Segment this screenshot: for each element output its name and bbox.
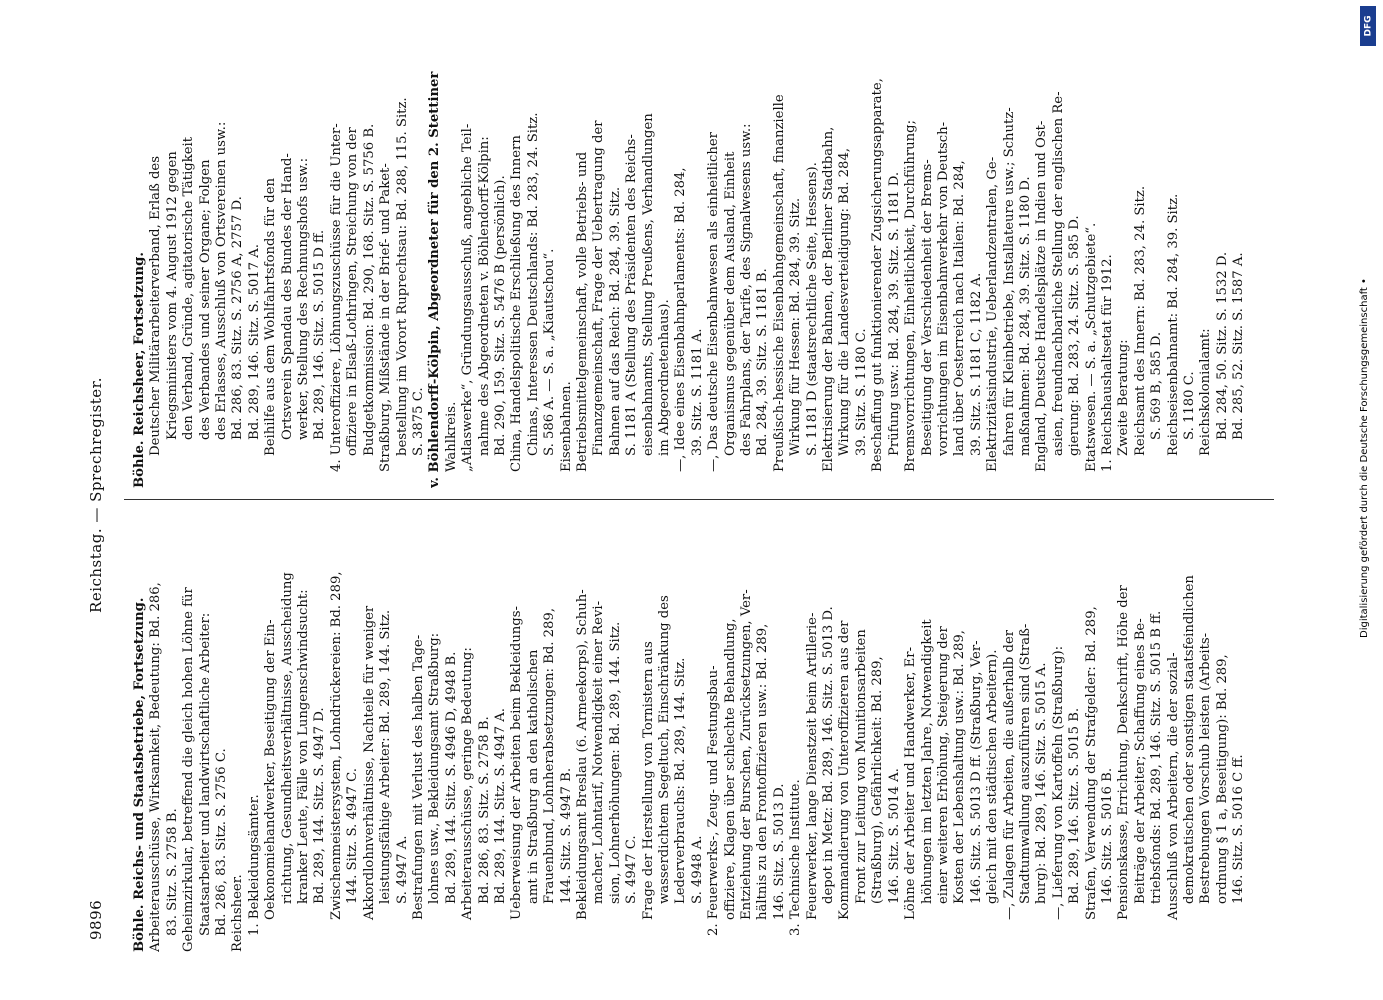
right-column [132,63,1292,488]
index-line: des Fahrplans, der Tarife, des Signalwesens usw.: [739,123,755,456]
index-line: Geheimzirkular, betreffend die gleich hohen Löhne für [181,587,197,952]
index-line: 39. Sitz. S. 1181 A. [689,328,705,456]
index-line: Staatsarbeiter und landwirtschaftliche Arbeiter: [197,612,213,936]
index-line: „Atlaswerke“, Gründungsausschuß, angebliche Teil- [460,123,476,472]
index-line: den Verband, Gründe, agitatorische Tätigkeit [181,136,197,440]
index-line: Beseitigung der Verschiedenheit der Brems- [919,159,935,456]
index-line: einer weiteren Erhöhung, Steigerung der [935,626,951,904]
index-line: im Abgeordnetenhaus). [657,299,672,456]
index-line: Arbeiterausschüsse, geringe Bedeutung: [460,647,476,920]
index-line: S. 3875 C. [410,387,426,456]
index-line: 146. Sitz. S. 5016 B. [1099,767,1115,904]
index-line: richtung, Gesundheitsverhältnisse, Ausscheidung [279,572,295,904]
index-line: Stadtumwallung auszuführen sind (Straß- [1017,623,1033,904]
index-line: Arbeiterausschüsse, Wirksamkeit, Bedeutung: Bd. 286, [148,582,164,952]
index-line: Strafen, Verwendung der Strafgelder: Bd. 289, [1083,606,1099,920]
index-line: Feuerwerker, lange Dienstzeit beim Artillerie- [804,612,820,920]
index-line: Bestrafungen mit Verlust des halben Tage- [410,634,426,920]
index-line: amt in Straßburg an den katholischen [525,649,541,904]
index-line: Bd. 286, 83. Sitz. S. 2758 B. [476,716,492,904]
index-line: S. 1181 A (Stellung des Präsidenten des Reichs- [624,134,640,456]
left-column [132,527,1292,952]
index-line: 2. Feuerwerks-, Zeug- und Festungsbau- [706,665,722,936]
index-line: lohnes usw., Bekleidungsamt Straßburg: [427,632,443,904]
index-line: Böhle. Reichs- und Staatsbetriebe, Fortsetzung. [132,597,147,952]
index-line: demokratischen oder sonstigen staatsfeindlichen [1182,575,1197,904]
index-line: burg): Bd. 289, 146. Sitz. S. 5015 A. [1034,662,1050,904]
index-line: S. 1180 C. [1182,371,1197,440]
index-line: Preußisch-hessische Eisenbahngemeinschaft, finanzielle [771,94,787,472]
index-line: Eisenbahnen. [558,381,574,472]
index-line: China, Handelspolitische Erschließung des Innern [509,135,525,472]
index-line: Bd. 289, 146. Sitz. S. 5015 B. [1067,707,1083,904]
index-line: Zwischenmeistersystem, Lohndrückereien: Bd. 289, [328,571,344,920]
index-line: Organismus gegenüber dem Ausland, Einheit [722,151,738,456]
index-line: Beihilfe aus dem Wohlfahrtsfonds für den [263,177,279,456]
index-line: nahme des Abgeordneten v. Böhlendorff-Kölpin: [476,136,492,456]
index-line: ordnung § 1 a, Beseitigung): Bd. 289, [1214,654,1230,904]
index-line: Bd. 285, 52. Sitz. S. 1587 A. [1231,252,1247,440]
index-line: Bd. 289, 146. Sitz. S. 5015 D ff. [312,229,328,440]
index-line: Ueberweisung der Arbeiten beim Bekleidungs- [509,606,525,920]
index-line: Bahnen auf das Reich: Bd. 284, 39. Sitz. [607,186,623,456]
column-divider [124,499,1274,500]
index-line: bestellung im Vorort Ruprechtsau: Bd. 288, 115. Sitz. [394,97,410,456]
index-line: Bestrebungen Vorschub leisten (Arbeits- [1198,632,1214,904]
index-line: Bd. 289, 144. Sitz. S. 4947 D. [312,707,328,904]
index-line: macher, Lohntarif, Notwendigkeit einer Revi- [591,600,607,904]
running-head: Reichstag. — Sprechregister. [87,377,105,613]
page-header [80,38,112,952]
index-line: Bd. 289, 144. Sitz. S. 4947 A. [492,708,508,904]
index-line: Deutscher Militärarbeiterverband, Erlaß des [148,156,164,456]
index-line: 1. Reichshaushaltsetat für 1912. [1099,254,1115,472]
index-line: Bd. 289, 144. Sitz. S. 4946 D, 4948 B. [443,651,459,904]
index-line: Elektrisierung der Bahnen, der Berliner Stadtbahn, [821,126,837,472]
index-line: des Verbandes und seiner Organe; Folgen [197,159,213,440]
index-line: Beiträge der Arbeiter; Schaffung eines Be- [1132,618,1148,904]
index-line: Reichsheer. [230,874,246,952]
index-line: wasserdichtem Segeltuch, Einschränkung des [657,595,672,904]
page-number: 9896 [87,899,105,940]
index-line: Straßburg, Mißstände in der Brief- und Paket- [378,163,394,472]
index-line: Löhne der Arbeiter und Handwerker, Er- [903,646,919,920]
index-line: S. 4947 C. [624,835,640,904]
index-line: Kriegsministers vom 4. August 1912 gegen [164,151,180,440]
index-line: offiziere in Elsaß-Lothringen, Streichung von der [345,127,361,456]
index-line: gleich mit den städtischen Arbeitern). [985,649,1001,904]
digitization-note-text: Digitalisierung gefördert durch die Deutsche Forschungsgemeinschaft • [1359,278,1370,638]
index-line: S. 4948 A. [689,835,705,904]
index-line: Ausschluß von Arbeitern, die der sozial- [1165,652,1181,920]
index-line: Prüfung usw.: Bd. 284, 39. Sitz. S. 1181 D. [886,171,902,456]
index-line: 3. Technische Institute. [788,779,804,936]
document-page [40,0,1340,1000]
index-line: 83. Sitz. S. 2758 B. [164,808,180,936]
digitization-note [1357,8,1377,992]
index-line: Pensionskasse, Errichtung, Denkschrift, Höhe der [1116,585,1132,920]
index-line: Betriebsmittelgemeinschaft, volle Betriebs- und [574,151,590,472]
index-line: 146. Sitz. S. 5013 D. [771,783,787,920]
index-line: hältnis zu den Frontoffizieren usw.: Bd. 289, [755,623,771,920]
index-line: Wirkung für die Landesverteidigung: Bd. 284, [837,147,853,456]
index-line: Bd. 289, 146. Sitz. S. 5017 A. [246,244,262,440]
index-line: vorrichtungen im Eisenbahnverkehr von Deutsch- [935,121,951,456]
index-line: 4. Unteroffiziere, Löhnungszuschüsse für die Unter- [328,123,344,472]
index-line: depot in Metz: Bd. 289, 146. Sitz. S. 5013 D. [821,606,837,904]
index-line: Reichskolonialamt: [1198,328,1214,456]
index-line: 1. Bekleidungsämter. [246,794,262,936]
index-line: fahren für Kleinbetriebe, Installateure usw.; Schutz- [1001,107,1017,456]
dfg-logo: DFG [1360,6,1376,46]
index-line: 146. Sitz. S. 5014 A. [886,768,902,904]
index-line: land über Oesterreich nach Italien: Bd. 284, [952,160,968,456]
index-line: —, Zulagen für Arbeiten, die außerhalb der [1001,629,1017,920]
index-line: 144. Sitz. S. 4947 C. [345,768,361,904]
index-line: —, Das deutsche Eisenbahnwesen als einheitlicher [706,132,722,472]
index-line: Elektrizitätsindustrie, Ueberlandzentralen, Ge- [985,156,1001,472]
index-line: Beschaffung gut funktionierender Zugsicherungsapparate, [870,78,886,472]
index-line: England, Deutsche Handelsplätze in Indien und Ost- [1034,120,1050,472]
index-line: Bd. 284, 39. Sitz. S. 1181 B. [755,268,771,456]
index-line: v. Böhlendorff-Kölpin, Abgeordneter für den 2. Stettiner [427,71,443,488]
index-line: S. 4947 A. [394,835,410,904]
index-line: S. 1181 D (staatsrechtliche Seite, Hessens). [804,162,820,456]
index-line: Finanzgemeinschaft, Frage der Uebertragung der [591,120,607,456]
index-line: höhungen im letzten Jahre, Notwendigkeit [919,619,935,904]
index-line: Wirkung für Hessen: Bd. 284, 39. Sitz. [788,197,804,456]
index-line: Bd. 286, 83. Sitz. S. 2756 C. [214,748,230,936]
index-line: Chinas, Interessen Deutschlands: Bd. 283, 24. Sitz. [525,112,541,456]
index-line: Bremsvorrichtungen, Einheitlichkeit, Durchführung; [903,119,919,472]
index-line: 39. Sitz. S. 1180 C. [853,328,869,456]
index-line: sion, Lohnerhöhungen: Bd. 289, 144. Sitz. [607,621,623,904]
index-line: 144. Sitz. S. 4947 B. [558,767,574,904]
index-line: Lederverbrauchs: Bd. 289, 144. Sitz. [673,657,689,904]
index-line: kranker Leute, Fälle von Lungenschwindsucht: [296,589,312,904]
index-line: Zweite Beratung: [1116,339,1132,456]
index-line: Oekonomiehandwerker, Beseitigung der Ein- [263,619,279,920]
index-line: gierung: Bd. 283, 24. Sitz. S. 585 D. [1067,215,1083,456]
index-line: S. 586 A. — S. a. „Kiautschou“. [542,248,558,456]
index-line: 146. Sitz. S. 5016 C ff. [1231,754,1247,904]
index-line: Böhle. Reichsheer, Fortsetzung. [132,252,147,488]
index-line: Bd. 284, 50. Sitz. S. 1532 D. [1214,251,1230,440]
index-line: —, Idee eines Eisenbahnparlaments: Bd. 284, [673,167,689,472]
index-line: S. 569 B, 585 D. [1149,331,1165,440]
index-line: Budgetkommission: Bd. 290, 168. Sitz. S. 5756 B. [361,123,377,456]
index-line: Bd. 286, 83. Sitz. S. 2756 A, 2757 D. [230,196,246,440]
index-line: Frauenbund, Lohnherabsetzungen: Bd. 289, [542,607,558,904]
index-line: offiziere, Klagen über schlechte Behandlung, [722,618,738,920]
index-line: Reichsamt des Innern: Bd. 283, 24. Sitz. [1132,185,1148,456]
index-line: leistungsfähige Arbeiter: Bd. 289, 144. Sitz. [378,609,394,904]
index-line: eisenbahnamts, Stellung Preußens, Verhandlungen [640,113,656,456]
index-line: Bekleidungsamt Breslau (6. Armeekorps), Schuh- [574,589,590,920]
index-line: —, Lieferung von Kartoffeln (Straßburg): [1050,645,1066,920]
index-line: 146. Sitz. S. 5013 D ff. (Straßburg, Ver- [968,640,984,904]
index-line: triebsfonds: Bd. 289, 146. Sitz. S. 5015 B ff. [1149,610,1165,904]
index-line: Wahlkreis. [443,401,459,472]
index-line: werker, Stellung des Rechnungshofs usw.: [296,157,312,440]
index-line: Ortsverein Spandau des Bundes der Hand- [279,153,295,440]
index-line: Akkordlohnverhältnisse, Nachteile für weniger [361,605,377,920]
index-line: Frage der Herstellung von Tornistern aus [640,641,656,920]
index-line: 39. Sitz. S. 1181 C, 1182 A. [968,272,984,456]
index-line: des Erlasses, Ausschluß von Ortsvereinen usw.: [214,121,230,440]
index-line: Etatswesen. — S. a. „Schutzgebiete“. [1083,222,1099,472]
index-line: Entziehung der Burschen, Zurücksetzungen, Ver- [739,589,755,920]
index-line: Reichseisenbahnamt: Bd. 284, 39. Sitz. [1165,193,1181,456]
index-line: Kosten der Lebenshaltung usw.: Bd. 289, [952,630,968,904]
index-line: maßnahmen: Bd. 284, 39. Sitz. S. 1180 D. [1017,176,1033,456]
index-line: Front zur Leitung von Munitionsarbeiten [853,629,869,904]
index-line: asien, freundnachbarliche Stellung der englischen Re- [1050,91,1066,456]
index-line: Bd. 290, 159. Sitz. S. 5476 B (persönlich). [492,175,508,456]
index-line: (Straßburg), Gefährlichkeit: Bd. 289, [870,656,886,904]
index-line: Kommandierung von Unteroffizieren aus der [837,620,853,920]
